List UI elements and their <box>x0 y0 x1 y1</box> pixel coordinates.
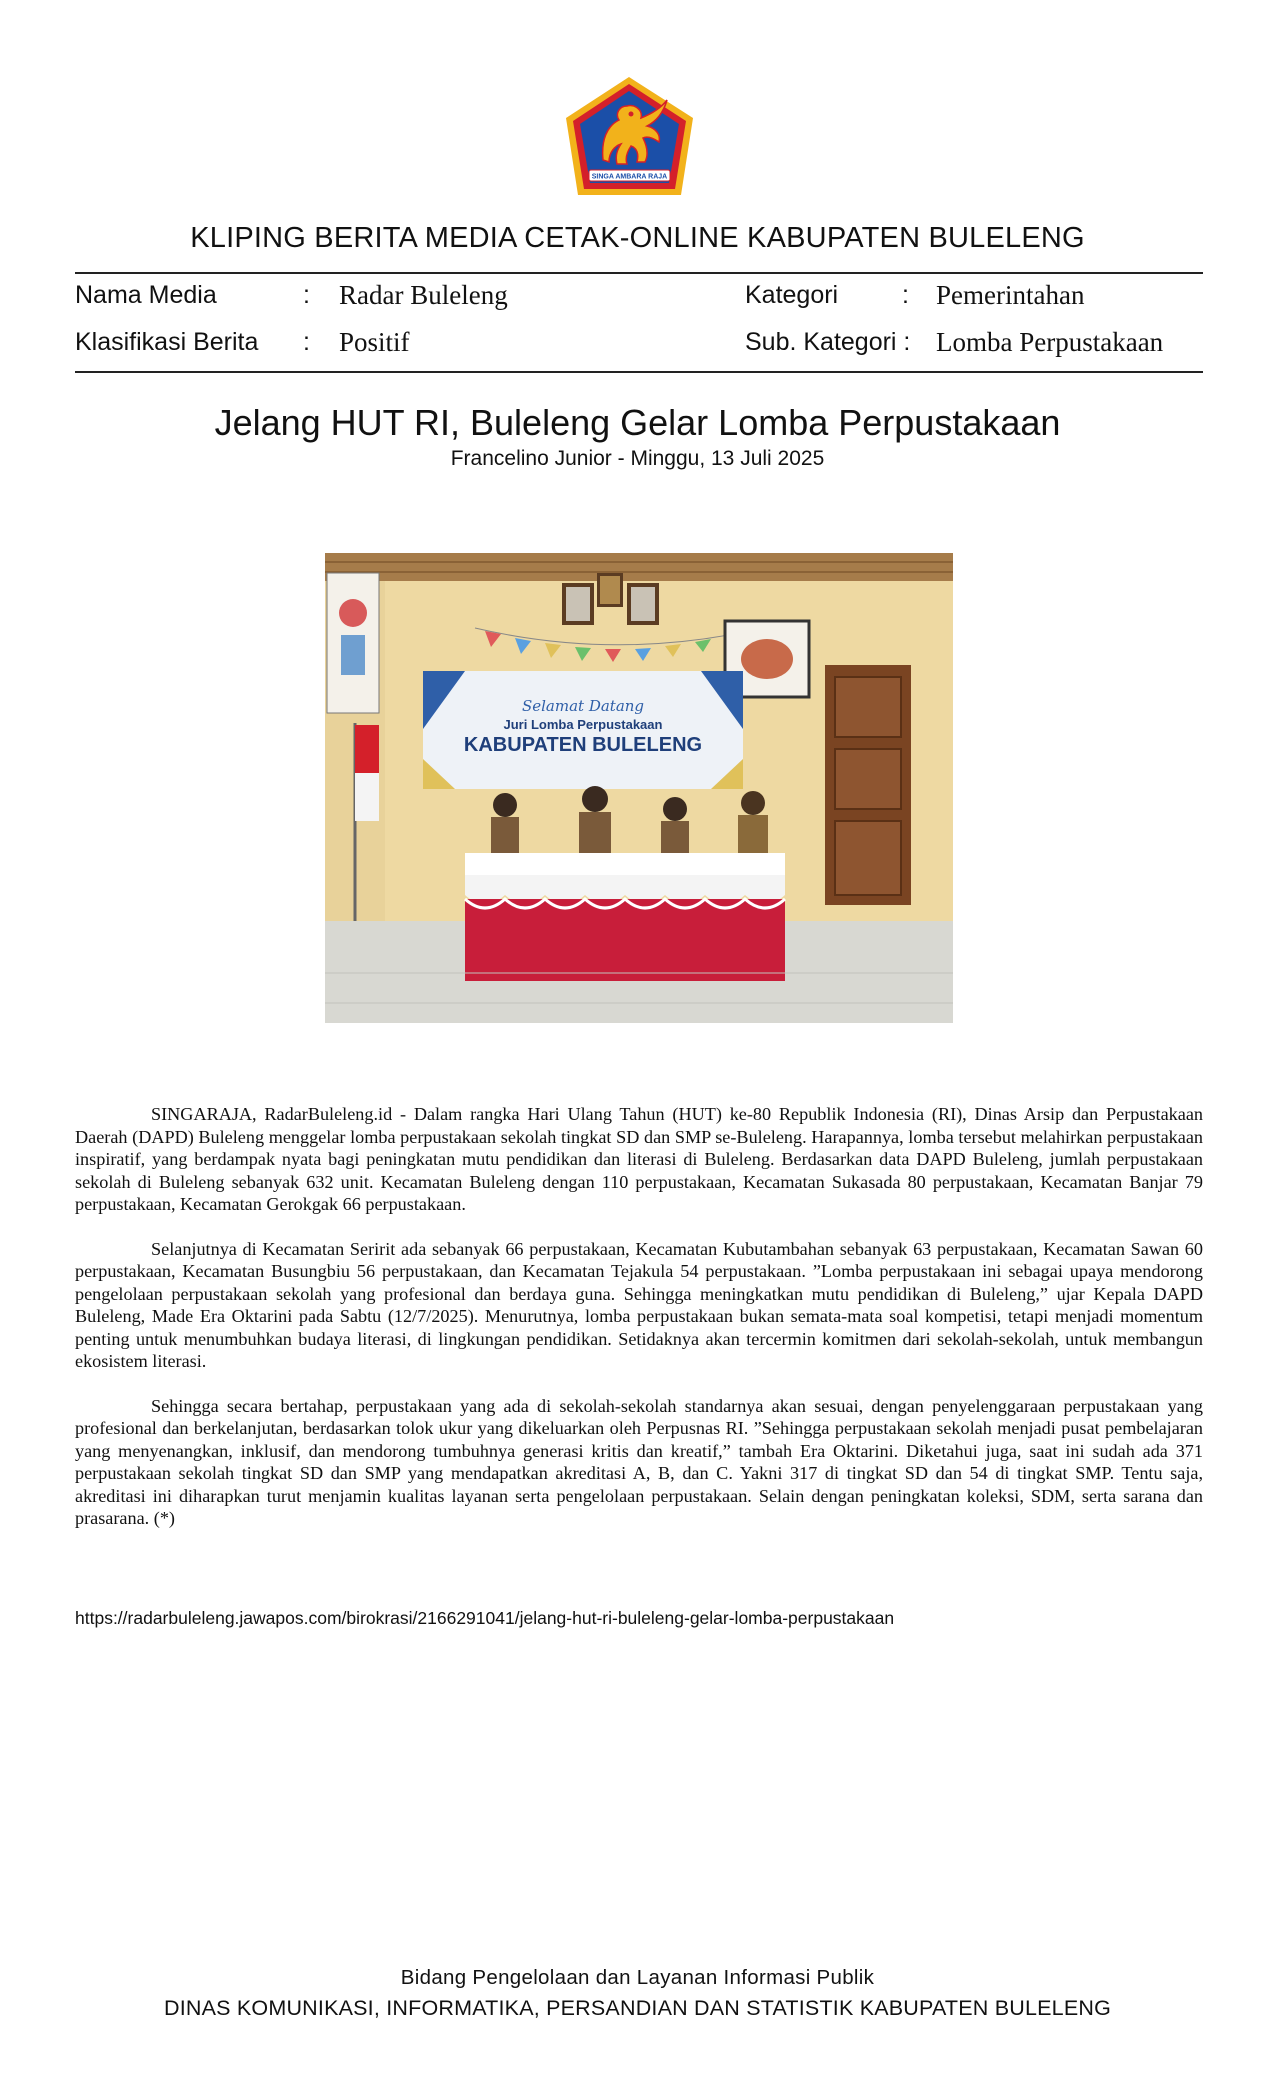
article-paragraph: SINGARAJA, RadarBuleleng.id - Dalam rangka Hari Ulang Tahun (HUT) ke-80 Republik Indonesia (RI), Dinas Arsip dan Perpustakaan Daerah (DAPD) Buleleng menggelar lomba perpustakaan sekolah tingkat SD dan SMP se-Buleleng. Harapannya, lomba tersebut melahirkan perpustakaan inspiratif, yang berdampak nyata bagi peningkatan mutu pendidikan dan literasi di Buleleng. Berdasarkan data DAPD Buleleng, jumlah perpustakaan sekolah di Buleleng sebanyak 632 unit. Kecamatan Buleleng dengan 110 perpustakaan, Kecamatan Sukasada 80 perpustakaan, Kecamatan Banjar 79 perpustakaan, Kecamatan Gerokgak 66 perpustakaan. <box>75 1104 1203 1214</box>
klasifikasi-colon: : <box>303 328 310 356</box>
article-paragraph: Sehingga secara bertahap, perpustakaan yang ada di sekolah-sekolah standarnya akan sesuai, dengan penyelenggaraan perpustakaan yang profesional dan berkelanjutan, berdasarkan tolok ukur yang dikeluarkan oleh Perpusnas RI. ”Sehingga perpustakaan sekolah menjadi pusat pembelajaran yang menyenangkan, inklusif, dan mendorong tumbuhnya generasi kritis dan kreatif,” tambah Era Oktarini. Diketahui juga, saat ini sudah ada 371 perpustakaan sekolah tingkat SD dan SMP yang mendapatkan akreditasi A, B, dan C. Yakni 317 di tingkat SD dan 54 di tingkat SMP. Tentu saja, akreditasi ini diharapkan turut menjamin kualitas layanan serta pengelolaan perpustakaan. Selain dengan peningkatan koleksi, SDM, serta sarana dan prasarana. (*) <box>75 1395 1203 1528</box>
kategori-colon: : <box>902 281 909 309</box>
sub-kategori-label: Sub. Kategori : <box>745 328 911 356</box>
header-divider-top <box>75 272 1203 274</box>
kategori-value: Pemerintahan <box>936 280 1085 310</box>
article-photo <box>325 553 953 1023</box>
header-divider-bottom <box>75 371 1203 373</box>
article-body <box>75 1103 1203 1552</box>
article-byline: Francelino Junior - Minggu, 13 Juli 2025 <box>450 447 825 470</box>
article-paragraph: Selanjutnya di Kecamatan Seririt ada sebanyak 66 perpustakaan, Kecamatan Kubutambahan sebanyak 63 perpustakaan, Kecamatan Sawan 60 perpustakaan, Kecamatan Busungbiu 56 perpustakaan, dan Kecamatan Tejakula 54 perpustakaan. ”Lomba perpustakaan ini sebagai upaya mendorong pengelolaan perpustakaan sekolah yang profesional dan berdaya guna. Sehingga meningkatkan mutu pendidikan di Buleleng,” ujar Kepala DAPD Buleleng, Made Era Oktarini pada Sabtu (12/7/2025). Menurutnya, lomba perpustakaan bukan semata-mata soal kompetisi, tetapi menjadi momentum penting untuk menumbuhkan budaya literasi, di lingkungan pendidikan. Setidaknya akan tercermin komitmen dari sekolah-sekolah, untuk membangun ekosistem literasi. <box>75 1238 1203 1371</box>
kategori-label: Kategori <box>745 281 839 309</box>
banner-line2-text: KABUPATEN BULELENG <box>463 734 703 756</box>
klasifikasi-value: Positif <box>339 327 410 357</box>
source-url[interactable]: https://radarbuleleng.jawapos.com/birokrasi/2166291041/jelang-hut-ri-buleleng-gelar-lomba-perpustakaan <box>75 1608 895 1628</box>
footer-unit: Bidang Pengelolaan dan Layanan Informasi Publik <box>400 1966 875 1989</box>
banner-line1-text: Juri Lomba Perpustakaan <box>503 717 663 732</box>
nama-media-label: Nama Media <box>75 281 217 309</box>
nama-media-value: Radar Buleleng <box>339 280 508 310</box>
sub-kategori-value: Lomba Perpustakaan <box>936 327 1164 357</box>
klasifikasi-label: Klasifikasi Berita <box>75 328 259 356</box>
singa-ambara-raja-emblem-icon <box>563 74 696 198</box>
banner-script-text: Selamat Datang <box>521 697 645 715</box>
clipping-header-title: KLIPING BERITA MEDIA CETAK-ONLINE KABUPATEN BULELENG <box>190 222 1085 254</box>
footer-agency: DINAS KOMUNIKASI, INFORMATIKA, PERSANDIAN DAN STATISTIK KABUPATEN BULELENG <box>163 1996 1112 2020</box>
article-title: Jelang HUT RI, Buleleng Gelar Lomba Perpustakaan <box>214 402 1061 443</box>
logo-motto: SINGA AMBARA RAJA <box>591 173 668 181</box>
nama-media-colon: : <box>303 281 310 309</box>
event-photo-illustration <box>325 553 953 1023</box>
